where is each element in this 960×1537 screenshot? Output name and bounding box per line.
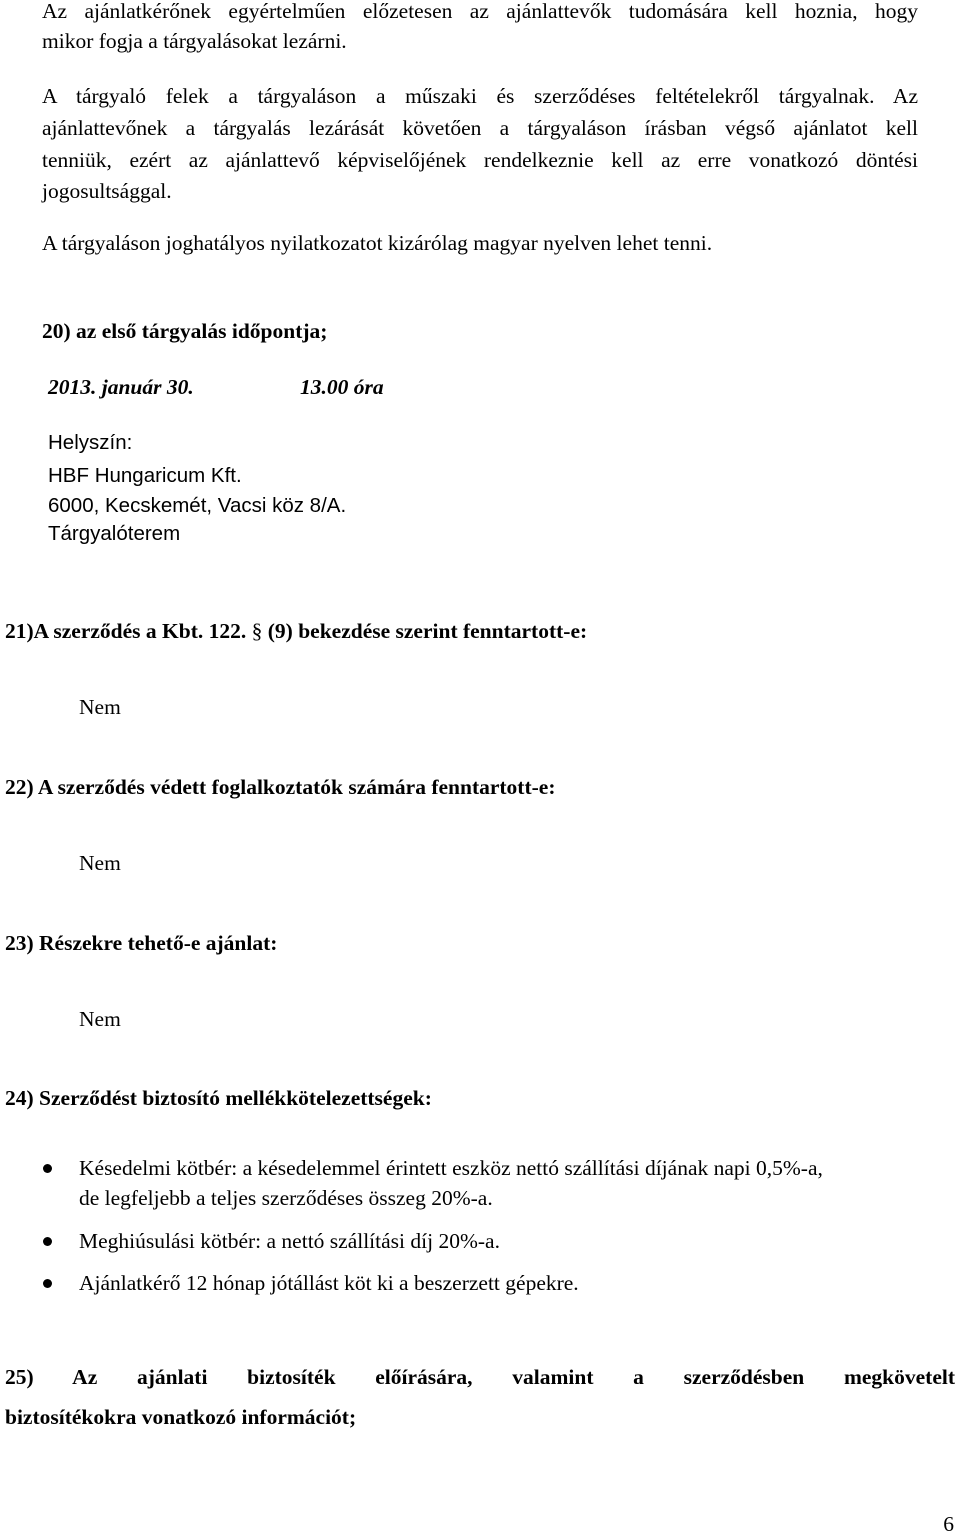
section-20-heading: 20) az első tárgyalás időpontja; [42,319,328,343]
page-number: 6 [943,1512,954,1536]
section-25-heading-line-2: biztosítékokra vonatkozó információt; [5,1405,357,1429]
meeting-date: 2013. január 30. [48,375,194,399]
list-item-2: Meghiúsulási kötbér: a nettó szállítási díj 20%-a. [79,1229,500,1253]
section-21-answer: Nem [79,695,121,719]
section-21-heading [5,616,587,646]
list-item-1-line-2: de legfeljebb a teljes szerződéses összeg 20%-a. [79,1186,493,1210]
intro-line-1: Az ajánlatkérőnek egyértelműen előzetesen az ajánlattevők tudomására kell hoznia, hogy [42,0,918,23]
bullet-icon [43,1279,52,1288]
section-22-heading: 22) A szerződés védett foglalkoztatók számára fenntartott-e: [5,775,556,799]
section-23-heading: 23) Részekre tehető-e ajánlat: [5,931,278,955]
section-21-heading-pre: 21)A szerződés a Kbt. 122. [5,619,247,643]
list-item-3: Ajánlatkérő 12 hónap jótállást köt ki a beszerzett gépekre. [79,1271,579,1295]
intro-p2-line-1: A tárgyaló felek a tárgyaláson a műszaki és szerződéses feltételekről tárgyalnak. Az [42,84,918,108]
section-22-answer: Nem [79,851,121,875]
bullet-icon [43,1237,52,1246]
intro-p2-line-3: tenniük, ezért az ajánlattevő képviselőjének rendelkeznie kell az erre vonatkozó döntési [42,148,918,172]
list-item-1-line-1: Késedelmi kötbér: a késedelemmel érintett eszköz nettó szállítási díjának napi 0,5%-a, [79,1156,823,1180]
intro-p3: A tárgyaláson joghatályos nyilatkozatot kizárólag magyar nyelven lehet tenni. [42,231,713,255]
section-25-heading-line-1: 25) Az ajánlati biztosíték előírására, valamint a szerződésben megkövetelt [5,1365,955,1389]
location-label: Helyszín: [48,431,133,454]
intro-p2-line-2: ajánlattevőnek a tárgyalás lezárását követően a tárgyaláson írásban végső ajánlatot kell [42,116,918,140]
section-23-answer: Nem [79,1007,121,1031]
paragraph-sign: § [251,619,263,643]
location-address: 6000, Kecskemét, Vacsi köz 8/A. [48,494,347,517]
location-room: Tárgyalóterem [48,522,181,545]
intro-p2-line-4: jogosultsággal. [42,179,172,203]
meeting-time: 13.00 óra [300,375,384,399]
section-21-heading-post: (9) bekezdése szerint fenntartott-e: [267,619,588,643]
intro-line-2: mikor fogja a tárgyalásokat lezárni. [42,29,347,53]
bullet-icon [43,1164,52,1173]
section-24-heading: 24) Szerződést biztosító mellékkötelezettségek: [5,1086,432,1110]
location-company: HBF Hungaricum Kft. [48,464,242,487]
